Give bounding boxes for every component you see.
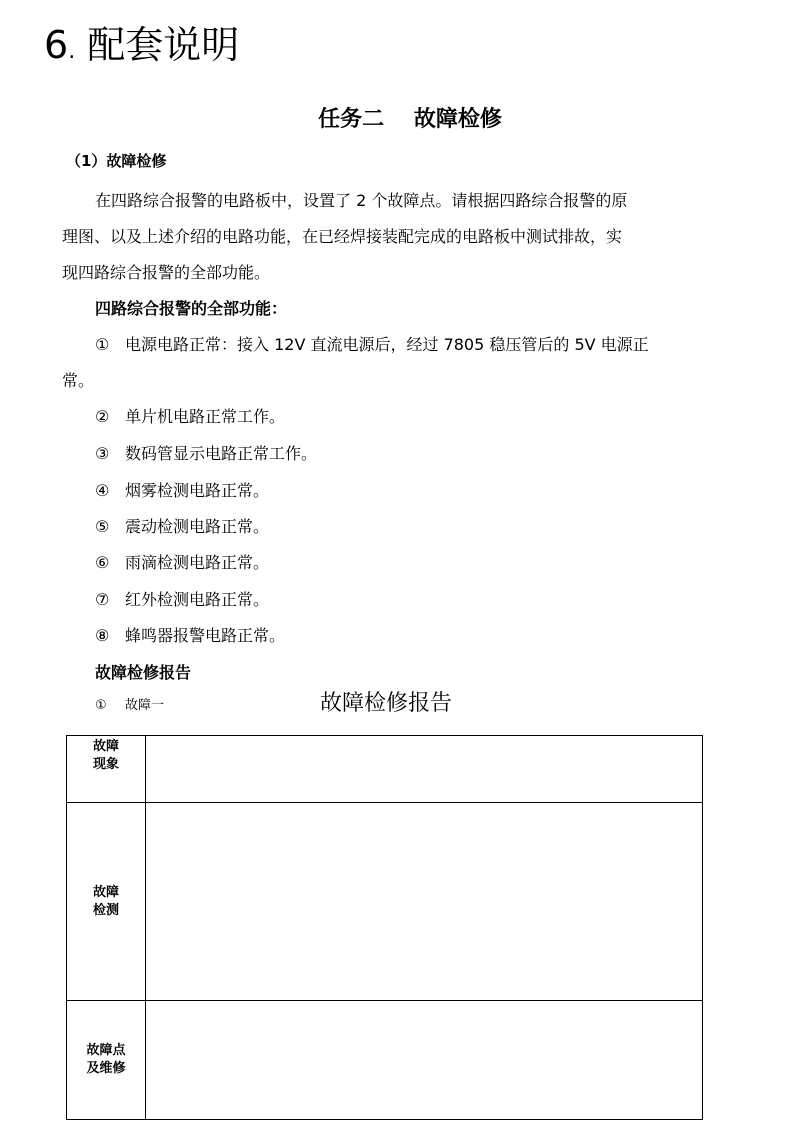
function-item-6 [95, 552, 269, 574]
report-caption: 故障检修报告 [320, 691, 453, 716]
label-line: 故障 [92, 739, 119, 754]
circled-number: ⑦ [95, 590, 110, 609]
intro-line-2: 理图、以及上述介绍的电路功能，在已经焊接装配完成的电路板中测试排故，实 [62, 227, 623, 246]
label-line: 现象 [92, 757, 119, 772]
circled-number: ② [95, 407, 110, 426]
fault-one-text: 故障一 [125, 698, 165, 713]
function-item-1-continued: 常。 [62, 371, 95, 390]
intro-line-1: 在四路综合报警的电路板中，设置了 2 个故障点。请根据四路综合报警的原 [95, 191, 628, 210]
row-label-phenomenon [67, 736, 146, 803]
function-text: 单片机电路正常工作。 [125, 407, 286, 426]
function-item-2 [95, 406, 285, 428]
circled-number: ① [95, 698, 107, 713]
phenomenon-entry-cell[interactable] [146, 736, 703, 803]
label-line: 及维修 [86, 1061, 126, 1076]
function-text: 电源电路正常：接入 12V 直流电源后，经过 7805 稳压管后的 5V 电源正 [125, 335, 649, 354]
label-line: 故障 [92, 884, 119, 900]
section-title: （1）故障检修 [66, 152, 167, 170]
function-text: 红外检测电路正常。 [125, 590, 270, 609]
function-text: 蜂鸣器报警电路正常。 [125, 626, 286, 645]
circled-number: ⑧ [95, 626, 110, 645]
heading-title: 配套说明 [87, 23, 240, 67]
function-text: 烟雾检测电路正常。 [125, 481, 270, 500]
label-line: 故障点 [86, 1043, 126, 1058]
page-heading [44, 22, 239, 75]
task-title: 任务二 故障检修 [318, 106, 502, 132]
report-section-title: 故障检修报告 [95, 663, 192, 682]
row-label-detection [67, 803, 146, 1001]
functions-title: 四路综合报警的全部功能： [95, 299, 288, 318]
heading-dot: . [68, 39, 76, 64]
table-row [67, 736, 703, 803]
intro-line-3: 现四路综合报警的全部功能。 [62, 263, 271, 282]
table-row [67, 803, 703, 1001]
function-item-4 [95, 480, 269, 502]
table-row [67, 1001, 703, 1120]
function-item-3 [95, 443, 317, 465]
circled-number: ④ [95, 481, 110, 500]
circled-number: ⑤ [95, 517, 110, 536]
function-item-7 [95, 589, 269, 611]
circled-number: ③ [95, 444, 110, 463]
function-text: 雨滴检测电路正常。 [125, 553, 270, 572]
function-text: 数码管显示电路正常工作。 [125, 444, 318, 463]
function-text: 震动检测电路正常。 [125, 517, 270, 536]
heading-number: 6 [44, 23, 69, 67]
row-label-repair [67, 1001, 146, 1120]
function-item-1 [95, 334, 649, 356]
repair-entry-cell[interactable] [146, 1001, 703, 1120]
circled-number: ① [95, 335, 110, 354]
function-item-8 [95, 625, 285, 647]
circled-number: ⑥ [95, 553, 110, 572]
label-line: 检测 [92, 902, 119, 918]
report-table [66, 735, 703, 1120]
function-item-5 [95, 516, 269, 538]
fault-one-label [95, 697, 164, 715]
detection-entry-cell[interactable] [146, 803, 703, 1001]
